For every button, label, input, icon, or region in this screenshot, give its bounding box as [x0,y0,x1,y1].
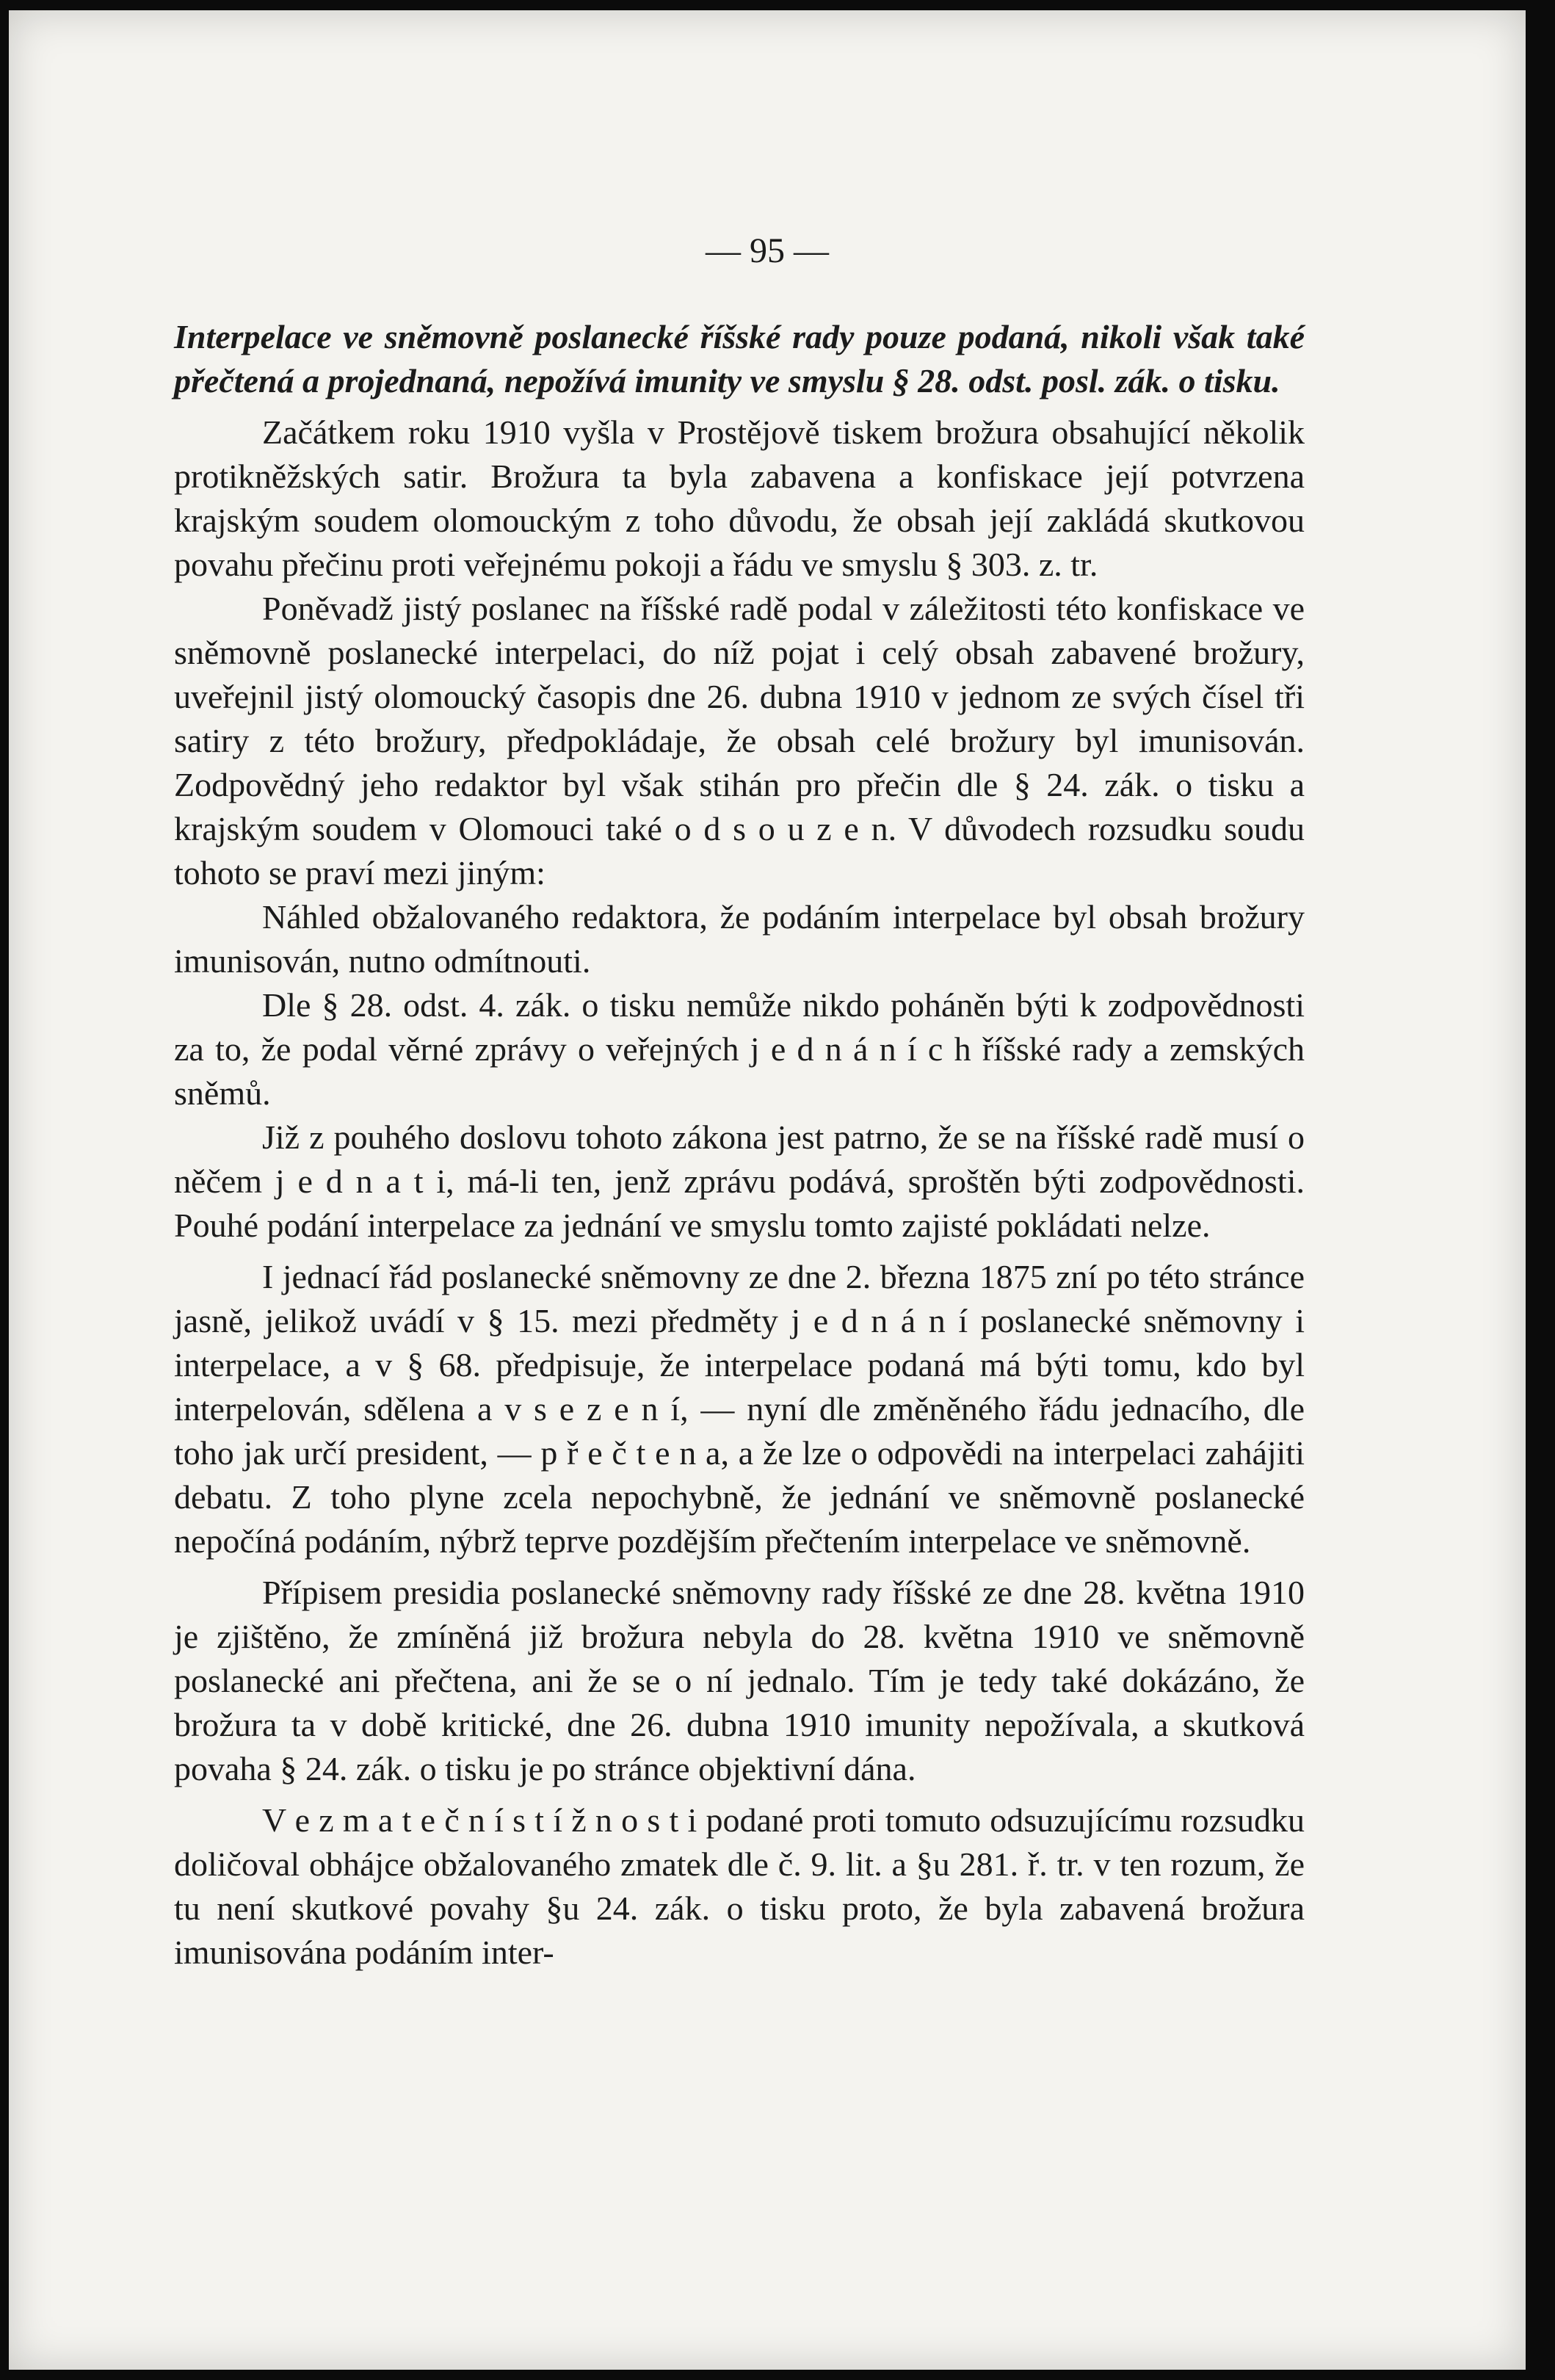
paragraph-3: Náhled obžalovaného redaktora, že podáním interpelace byl obsah brožury imunisován, nutno odmítnouti. [174,898,1305,980]
paragraph-4: Dle § 28. odst. 4. zák. o tisku nemůže nikdo poháněn býti k zodpovědnosti za to, že podal věrné zprávy o veřejných j e d n á n í c h říšské rady a zemských sněmů. [174,986,1305,1112]
page-text [174,315,1305,1975]
paragraph-6: I jednací řád poslanecké sněmovny ze dne 2. března 1875 zní po této stránce jasně, jelikož uvádí v § 15. mezi předměty j e d n á n í poslanecké sněmovny i interpelace, a v § 68. předpisuje, že interpelace podaná má býti tomu, kdo byl interpelován, sdělena a v s e z e n í, — nyní dle změněného řádu jednacího, dle toho jak určí president, — p ř e č t e n a, a že lze o odpovědi na interpelaci zahájiti debatu. Z toho plyne zcela nepochybně, že jednání ve sněmovně poslanecké nepočíná podáním, nýbrž teprve pozdějším přečtením interpelace ve sněmovně. [174,1258,1305,1560]
lead-summary: Interpelace ve sněmovně poslanecké říšské rady pouze podaná, nikoli však také přečtená a projednaná, nepožívá imunity ve smyslu § 28. odst. posl. zák. o tisku. [174,318,1305,399]
paragraph-1: Začátkem roku 1910 vyšla v Prostějově tiskem brožura obsahující několik protikněžských satir. Brožura ta byla zabavena a konfiskace její potvrzena krajským soudem olomouckým z toho důvodu, že obsah její zakládá skutkovou povahu přečinu proti veřejnému pokoji a řádu ve smyslu § 303. z. tr. [174,413,1305,583]
paragraph-5: Již z pouhého doslovu tohoto zákona jest patrno, že se na říšské radě musí o něčem j e d n a t i, má-li ten, jenž zprávu podává, sproštěn býti zodpovědnosti. Pouhé podání interpelace za jednání ve smyslu tomto zajisté pokládati nelze. [174,1118,1305,1244]
page-number: — 95 — [706,231,829,270]
paragraph-7: Přípisem presidia poslanecké sněmovny rady říšské ze dne 28. května 1910 je zjištěno, že zmíněná již brožura nebyla do 28. května 1910 ve sněmovně poslanecké ani přečtena, ani že se o ní jednalo. Tím je tedy také dokázáno, že brožura ta v době kritické, dne 26. dubna 1910 imunity nepožívala, a skutková povaha § 24. zák. o tisku je po stránce objektivní dána. [174,1574,1305,1787]
paragraph-2: Poněvadž jistý poslanec na říšské radě podal v záležitosti této konfiskace ve sněmovně poslanecké interpelaci, do níž pojat i celý obsah zabavené brožury, uveřejnil jistý olomoucký časopis dne 26. dubna 1910 v jednom ze svých čísel tři satiry z této brožury, předpokládaje, že obsah celé brožury byl imunisován. Zodpovědný jeho redaktor byl však stihán pro přečin dle § 24. zák. o tisku a krajským soudem v Olomouci také o d s o u z e n. V důvodech rozsudku soudu tohoto se praví mezi jiným: [174,590,1305,891]
book-page [9,10,1526,2370]
paragraph-8: V e z m a t e č n í s t í ž n o s t i podané proti tomuto odsuzujícímu rozsudku doličoval obhájce obžalovaného zmatek dle č. 9. lit. a §u 281. ř. tr. v ten rozum, že tu není skutkové povahy §u 24. zák. o tisku proto, že byla zabavená brožura imunisována podáním inter- [174,1801,1305,1971]
